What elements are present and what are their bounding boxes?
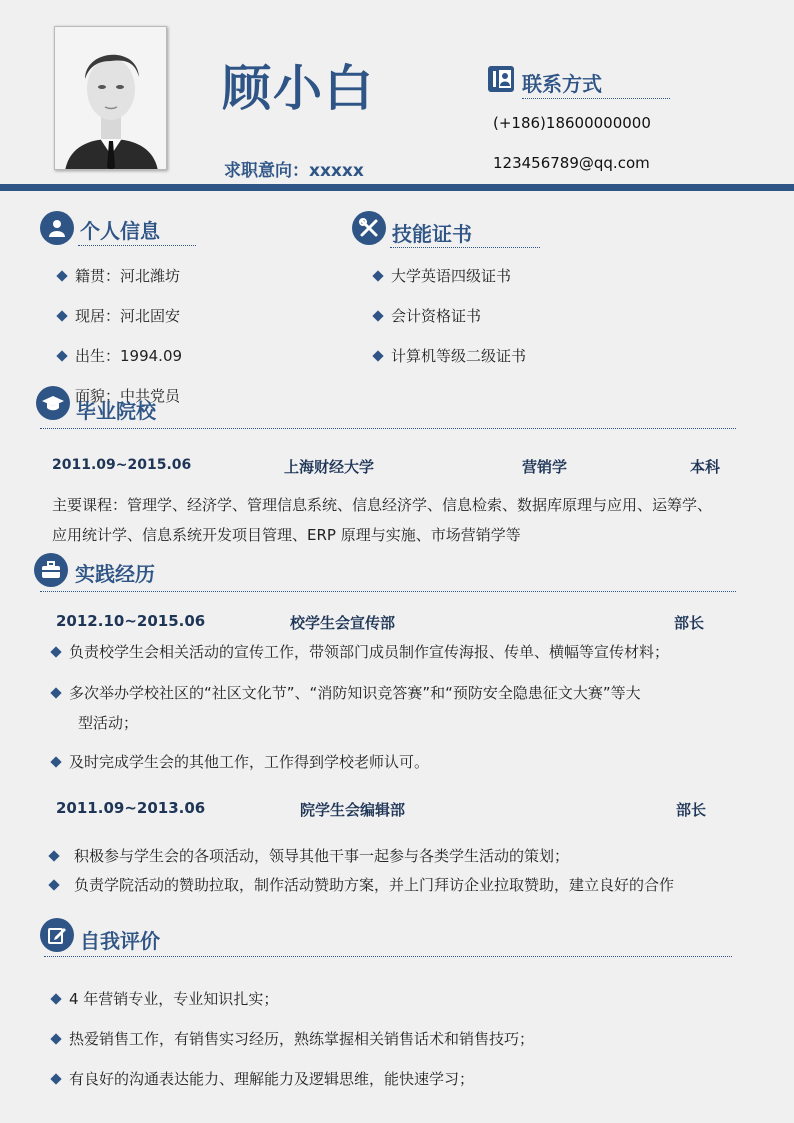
job-role: 部长 bbox=[676, 801, 707, 819]
list-item: 负责校学生会相关活动的宣传工作，带领部门成员制作宣传海报、传单、横幅等宣传材料； bbox=[52, 641, 669, 662]
contact-phone: (+186)18600000000 bbox=[493, 114, 651, 132]
list-item: 有良好的沟通表达能力、理解能力及逻辑思维，能快速学习； bbox=[52, 1068, 474, 1089]
bullet-diamond-icon bbox=[50, 993, 61, 1004]
section-title-personal: 个人信息 bbox=[80, 219, 160, 243]
job-org: 院学生会编辑部 bbox=[300, 801, 406, 819]
edit-pen-icon bbox=[40, 918, 74, 952]
section-title-education: 毕业院校 bbox=[76, 399, 156, 423]
contact-divider bbox=[522, 98, 670, 99]
bullet-diamond-icon bbox=[48, 850, 59, 861]
list-item: 大学英语四级证书 bbox=[374, 265, 511, 286]
section-divider bbox=[40, 428, 736, 429]
contact-title: 联系方式 bbox=[522, 72, 602, 96]
bullet-diamond-icon bbox=[48, 879, 59, 890]
section-title-self-eval: 自我评价 bbox=[80, 929, 160, 953]
list-item: 4 年营销专业，专业知识扎实； bbox=[52, 988, 278, 1009]
candidate-name: 顾小白 bbox=[222, 60, 376, 117]
contact-email: 123456789@qq.com bbox=[493, 154, 650, 172]
list-item: 积极参与学生会的各项活动，领导其他干事一起参与各类学生活动的策划； bbox=[50, 845, 569, 866]
bullet-diamond-icon bbox=[50, 687, 61, 698]
section-divider bbox=[78, 245, 196, 246]
bullet-diamond-icon bbox=[50, 646, 61, 657]
section-title-practice: 实践经历 bbox=[75, 562, 155, 586]
list-item: 计算机等级二级证书 bbox=[374, 345, 526, 366]
contact-book-icon bbox=[486, 64, 516, 94]
job-role: 部长 bbox=[674, 614, 705, 632]
job-intent: 求职意向：xxxxx bbox=[224, 161, 364, 181]
education-courses: 主要课程：管理学、经济学、管理信息系统、信息经济学、信息检索、数据库原理与应用、运筹学、 bbox=[52, 496, 713, 514]
header-divider-bar bbox=[0, 184, 794, 191]
list-item: 负责学院活动的赞助拉取，制作活动赞助方案，并上门拜访企业拉取赞助，建立良好的合作 bbox=[50, 874, 674, 895]
list-item: 热爱销售工作，有销售实习经历，熟练掌握相关销售话术和销售技巧； bbox=[52, 1028, 534, 1049]
list-item: 出生：1994.09 bbox=[58, 345, 182, 366]
bullet-diamond-icon bbox=[50, 1033, 61, 1044]
tools-icon bbox=[352, 211, 386, 245]
section-divider bbox=[44, 956, 732, 957]
bullet-diamond-icon bbox=[372, 310, 383, 321]
bullet-diamond-icon bbox=[372, 350, 383, 361]
job-period: 2012.10~2015.06 bbox=[56, 612, 206, 630]
graduation-cap-icon bbox=[36, 386, 70, 420]
list-item: 籍贯：河北潍坊 bbox=[58, 265, 180, 286]
bullet-diamond-icon bbox=[56, 310, 67, 321]
bullet-diamond-icon bbox=[50, 1073, 61, 1084]
list-item: 现居：河北固安 bbox=[58, 305, 180, 326]
section-title-skills: 技能证书 bbox=[392, 222, 472, 246]
person-portrait-icon bbox=[55, 27, 167, 170]
list-item: 及时完成学生会的其他工作，工作得到学校老师认可。 bbox=[52, 751, 429, 772]
education-period: 2011.09~2015.06 bbox=[52, 457, 192, 473]
education-major: 营销学 bbox=[522, 458, 568, 476]
education-degree: 本科 bbox=[690, 458, 721, 476]
list-item: 面貌：中共党员 bbox=[58, 385, 180, 406]
bullet-diamond-icon bbox=[56, 350, 67, 361]
education-school: 上海财经大学 bbox=[284, 458, 375, 476]
list-item: 会计资格证书 bbox=[374, 305, 481, 326]
profile-photo bbox=[54, 26, 167, 170]
briefcase-icon bbox=[34, 553, 68, 587]
bullet-diamond-icon bbox=[372, 270, 383, 281]
bullet-diamond-icon bbox=[56, 270, 67, 281]
job-period: 2011.09~2013.06 bbox=[56, 799, 206, 817]
bullet-diamond-icon bbox=[50, 756, 61, 767]
section-divider bbox=[40, 591, 736, 592]
section-divider bbox=[390, 247, 540, 248]
education-courses-cont: 应用统计学、信息系统开发项目管理、ERP 原理与实施、市场营销学等 bbox=[52, 526, 521, 544]
list-item: 多次举办学校社区的“社区文化节”、“消防知识竞答赛”和“预防安全隐患征文大赛”等大 bbox=[52, 682, 641, 703]
job-org: 校学生会宣传部 bbox=[290, 614, 396, 632]
list-item-cont: 型活动； bbox=[78, 714, 139, 732]
person-icon bbox=[40, 211, 74, 245]
